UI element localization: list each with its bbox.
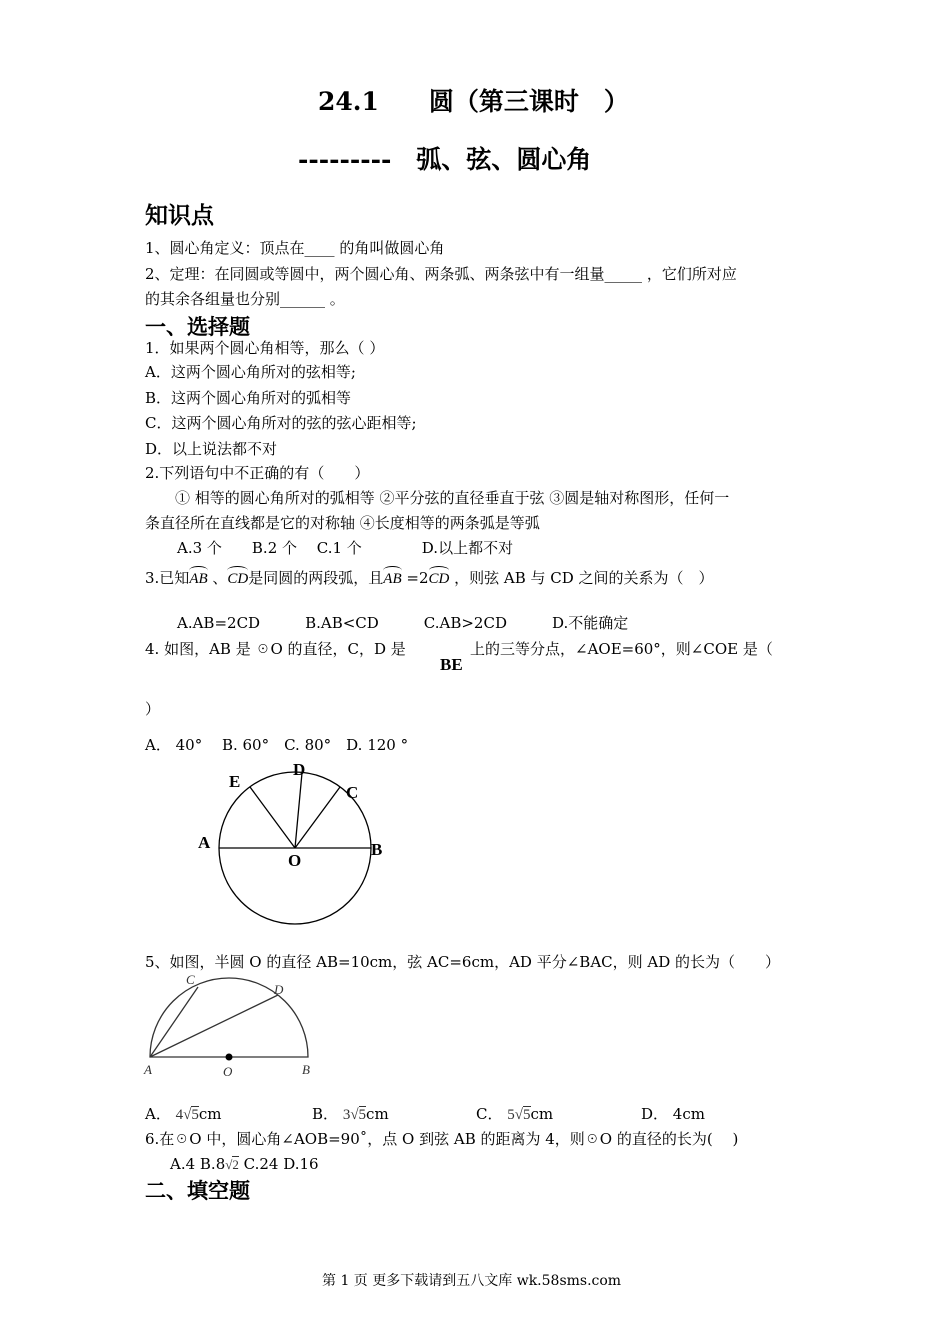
q3-options: A.AB=2CD B.AB<CD C.AB>2CD D.不能确定 (177, 614, 629, 632)
radius-od (295, 773, 302, 848)
knowledge-item-1: 1、圆心角定义：顶点在____ 的角叫做圆心角 (145, 239, 445, 257)
q5-option-b-unit: cm (366, 1105, 389, 1123)
q5-option-c-unit: cm (530, 1105, 554, 1123)
q2-stem: 2.下列语句中不正确的有（ ） (145, 464, 370, 482)
q3-text-mid-3: =2 (401, 569, 429, 587)
q4-arc-label: BE (440, 655, 463, 674)
q6-radicand: 2 (232, 1157, 239, 1172)
q5-point-o-label: O (223, 1064, 233, 1079)
point-e-label: E (229, 772, 241, 791)
q6-options-post: C.24 D.16 (238, 1155, 319, 1173)
q5-point-d-label: D (274, 982, 284, 997)
q4-options: A． 40° B. 60° C. 80° D. 120 ° (145, 736, 409, 754)
q5-option-a-unit: cm (198, 1105, 222, 1123)
q5-stem: 5、如图，半圆 O 的直径 AB=10cm，弦 AC=6cm，AD 平分∠BAC，则 AD 的长为（ ） (145, 953, 781, 971)
q5-option-c-radicand: 5 (523, 1107, 531, 1123)
page-subtitle: --------- 弧、弦、圆心角 (298, 145, 592, 174)
q5-option-c-prefix: C． (476, 1105, 503, 1123)
center-o-dot (226, 1054, 233, 1061)
q3-text-mid-1: 、 (207, 569, 228, 587)
q6-stem: 6.在☉O 中，圆心角∠AOB=90˚，点 O 到弦 AB 的距离为 4，则☉O 的直径的长为( ) (145, 1130, 739, 1148)
q5-option-a-radicand: 5 (191, 1107, 199, 1123)
q1-stem: 1．如果两个圆心角相等，那么（ ） (145, 339, 385, 357)
arc-ab-symbol: AB (189, 571, 208, 587)
section-choice-heading: 一、选择题 (145, 315, 250, 339)
q6-options (170, 1154, 319, 1175)
q5-option-b (312, 1104, 389, 1125)
radius-oe (250, 787, 295, 848)
knowledge-heading: 知识点 (145, 203, 214, 229)
knowledge-item-2-line-2: 的其余各组量也分别______ 。 (145, 290, 345, 308)
q6-sqrt-value: √2 (225, 1157, 239, 1172)
q6-options-pre: A.4 B.8 (170, 1155, 226, 1173)
knowledge-item-2-line-1: 2、定理：在同圆或等圆中，两个圆心角、两条弧、两条弦中有一组量_____ ，它们所对应 (145, 265, 737, 283)
q5-option-a-coef: 4 (175, 1107, 184, 1123)
q5-point-a-label: A (144, 1062, 152, 1077)
radius-oc (295, 787, 340, 848)
page-title: 24.1 圆（第三课时 ） (318, 87, 629, 116)
q4-stem-pre: 4. 如图，AB 是 ☉O 的直径，C，D 是 (145, 640, 406, 658)
arc-ab-symbol-2: AB (383, 571, 402, 587)
chord-ad (150, 995, 278, 1057)
q5-point-b-label: B (302, 1062, 310, 1077)
page-footer: 第 1 页 更多下载请到五八文库 wk.58sms.com (322, 1273, 622, 1289)
section-fill-heading: 二、填空题 (145, 1179, 250, 1203)
chord-ac (150, 987, 198, 1057)
q5-option-b-coef: 3 (342, 1107, 351, 1123)
point-a-label: A (198, 833, 211, 852)
q5-option-c-value: 5√5 (507, 1107, 531, 1123)
q5-option-b-prefix: B． (312, 1105, 339, 1123)
q5-option-c-coef: 5 (507, 1107, 515, 1123)
q5-option-a-prefix: A． (145, 1105, 171, 1123)
point-d-label: D (293, 760, 306, 779)
q4-circle-figure (190, 755, 420, 930)
q1-option-b: B．这两个圆心角所对的弧相等 (145, 389, 352, 407)
q3-stem (145, 568, 714, 589)
q1-option-c: C．这两个圆心角所对的弦的弦心距相等; (145, 414, 417, 432)
q5-option-d: D． 4cm (641, 1105, 705, 1123)
q4-stem-post: 上的三等分点，∠AOE=60°，则∠COE 是（ (470, 640, 773, 658)
q1-option-a: A．这两个圆心角所对的弦相等; (145, 363, 356, 381)
q5-option-a-value: 4√5 (175, 1107, 199, 1123)
point-b-label: B (371, 840, 383, 859)
q5-point-c-label: C (186, 972, 195, 987)
q5-option-c (476, 1104, 553, 1125)
q1-option-d: D．以上说法都不对 (145, 440, 278, 458)
q3-text-pre: 3.已知 (145, 569, 190, 587)
q2-options: A.3 个 B.2 个 C.1 个 D.以上都不对 (177, 539, 514, 557)
q4-stem-close: ） (145, 700, 161, 718)
q3-text-mid-2: 是同圆的两段弧，且 (248, 569, 384, 587)
q5-option-b-value: 3√5 (342, 1107, 367, 1123)
q5-option-a (145, 1104, 221, 1125)
q2-statements-line-2: 条直径所在直线都是它的对称轴 ④长度相等的两条弧是等弧 (145, 514, 540, 532)
arc-cd-symbol-2: CD (428, 571, 450, 587)
point-c-label: C (346, 783, 359, 802)
q5-semicircle-figure (140, 975, 325, 1075)
arc-cd-symbol: CD (227, 571, 249, 587)
point-o-label: O (288, 851, 302, 870)
q2-statements-line-1: ① 相等的圆心角所对的弧相等 ②平分弦的直径垂直于弦 ③圆是轴对称图形，任何一 (175, 489, 730, 507)
q3-text-post: ，则弦 AB 与 CD 之间的关系为（ ） (449, 569, 714, 587)
q5-option-b-radicand: 5 (358, 1107, 367, 1123)
